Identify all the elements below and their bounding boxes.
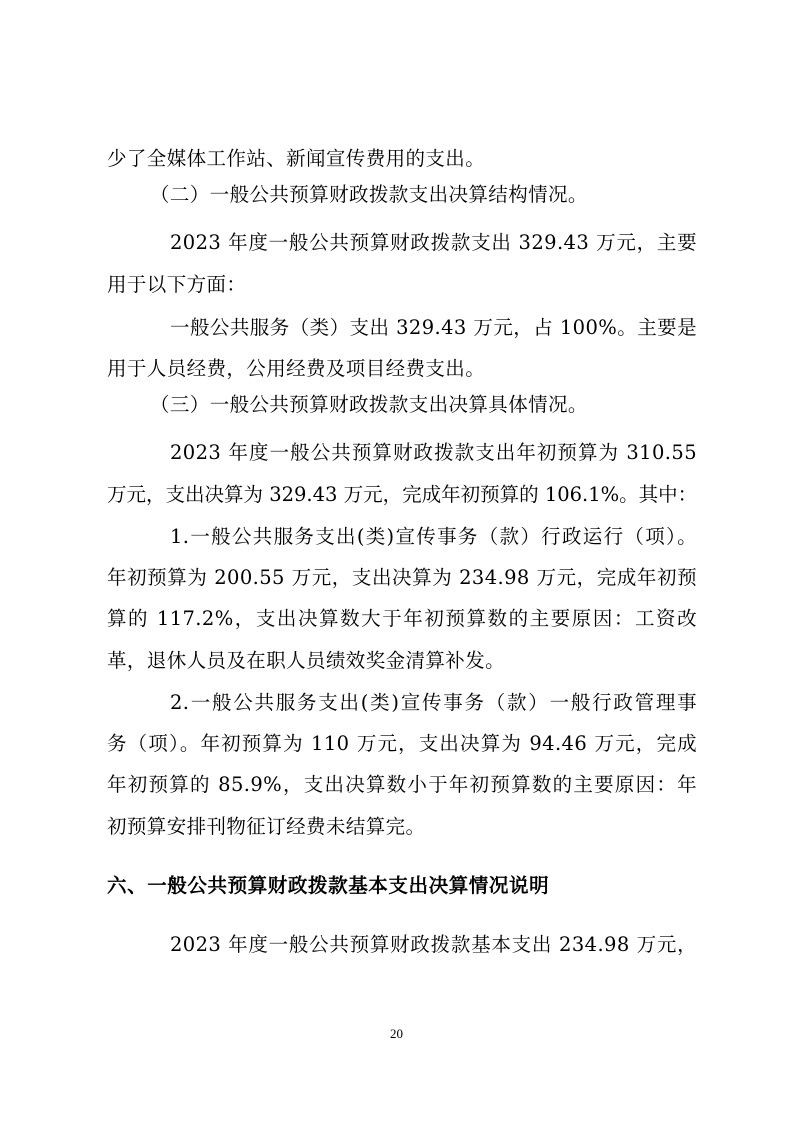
body-text-line: 务（项）。年初预算为 110 万元，支出决算为 94.46 万元，完成 (107, 732, 697, 755)
body-text-line: 万元，支出决算为 329.43 万元，完成年初预算的 106.1%。其中： (107, 483, 698, 506)
list-item-1: 1.一般公共服务支出(类)宣传事务（款）行政运行（项）。 (170, 525, 697, 548)
body-text-line: 初预算安排刊物征订经费未结算完。 (107, 815, 426, 838)
body-text-line: 少了全媒体工作站、新闻宣传费用的支出。 (107, 147, 486, 170)
body-text-line: 用于以下方面： (107, 273, 247, 296)
subsection-heading-3: （三）一般公共预算财政拨款支出决算具体情况。 (150, 393, 588, 416)
body-text-line: 年初预算的 85.9%，支出决算数小于年初预算数的主要原因：年 (107, 773, 697, 796)
body-text-line: 2023 年度一般公共预算财政拨款支出 329.43 万元，主要 (170, 231, 697, 254)
body-text-line: 一般公共服务（类）支出 329.43 万元，占 100%。主要是 (170, 316, 697, 339)
list-item-2: 2.一般公共服务支出(类)宣传事务（款）一般行政管理事 (170, 691, 697, 714)
subsection-heading-2: （二）一般公共预算财政拨款支出决算结构情况。 (150, 183, 588, 206)
body-text-line: 算的 117.2%，支出决算数大于年初预算数的主要原因：工资改 (107, 607, 697, 630)
body-text-line: 2023 年度一般公共预算财政拨款支出年初预算为 310.55 (170, 441, 697, 464)
body-text-line: 2023 年度一般公共预算财政拨款基本支出 234.98 万元， (170, 933, 697, 956)
body-text-line: 革，退休人员及在职人员绩效奖金清算补发。 (107, 649, 506, 672)
section-heading-6: 六、一般公共预算财政拨款基本支出决算情况说明 (107, 874, 550, 897)
body-text-line: 年初预算为 200.55 万元，支出决算为 234.98 万元，完成年初预 (107, 566, 697, 589)
body-text-line: 用于人员经费，公用经费及项目经费支出。 (107, 357, 486, 380)
page-number: 20 (390, 1026, 403, 1041)
